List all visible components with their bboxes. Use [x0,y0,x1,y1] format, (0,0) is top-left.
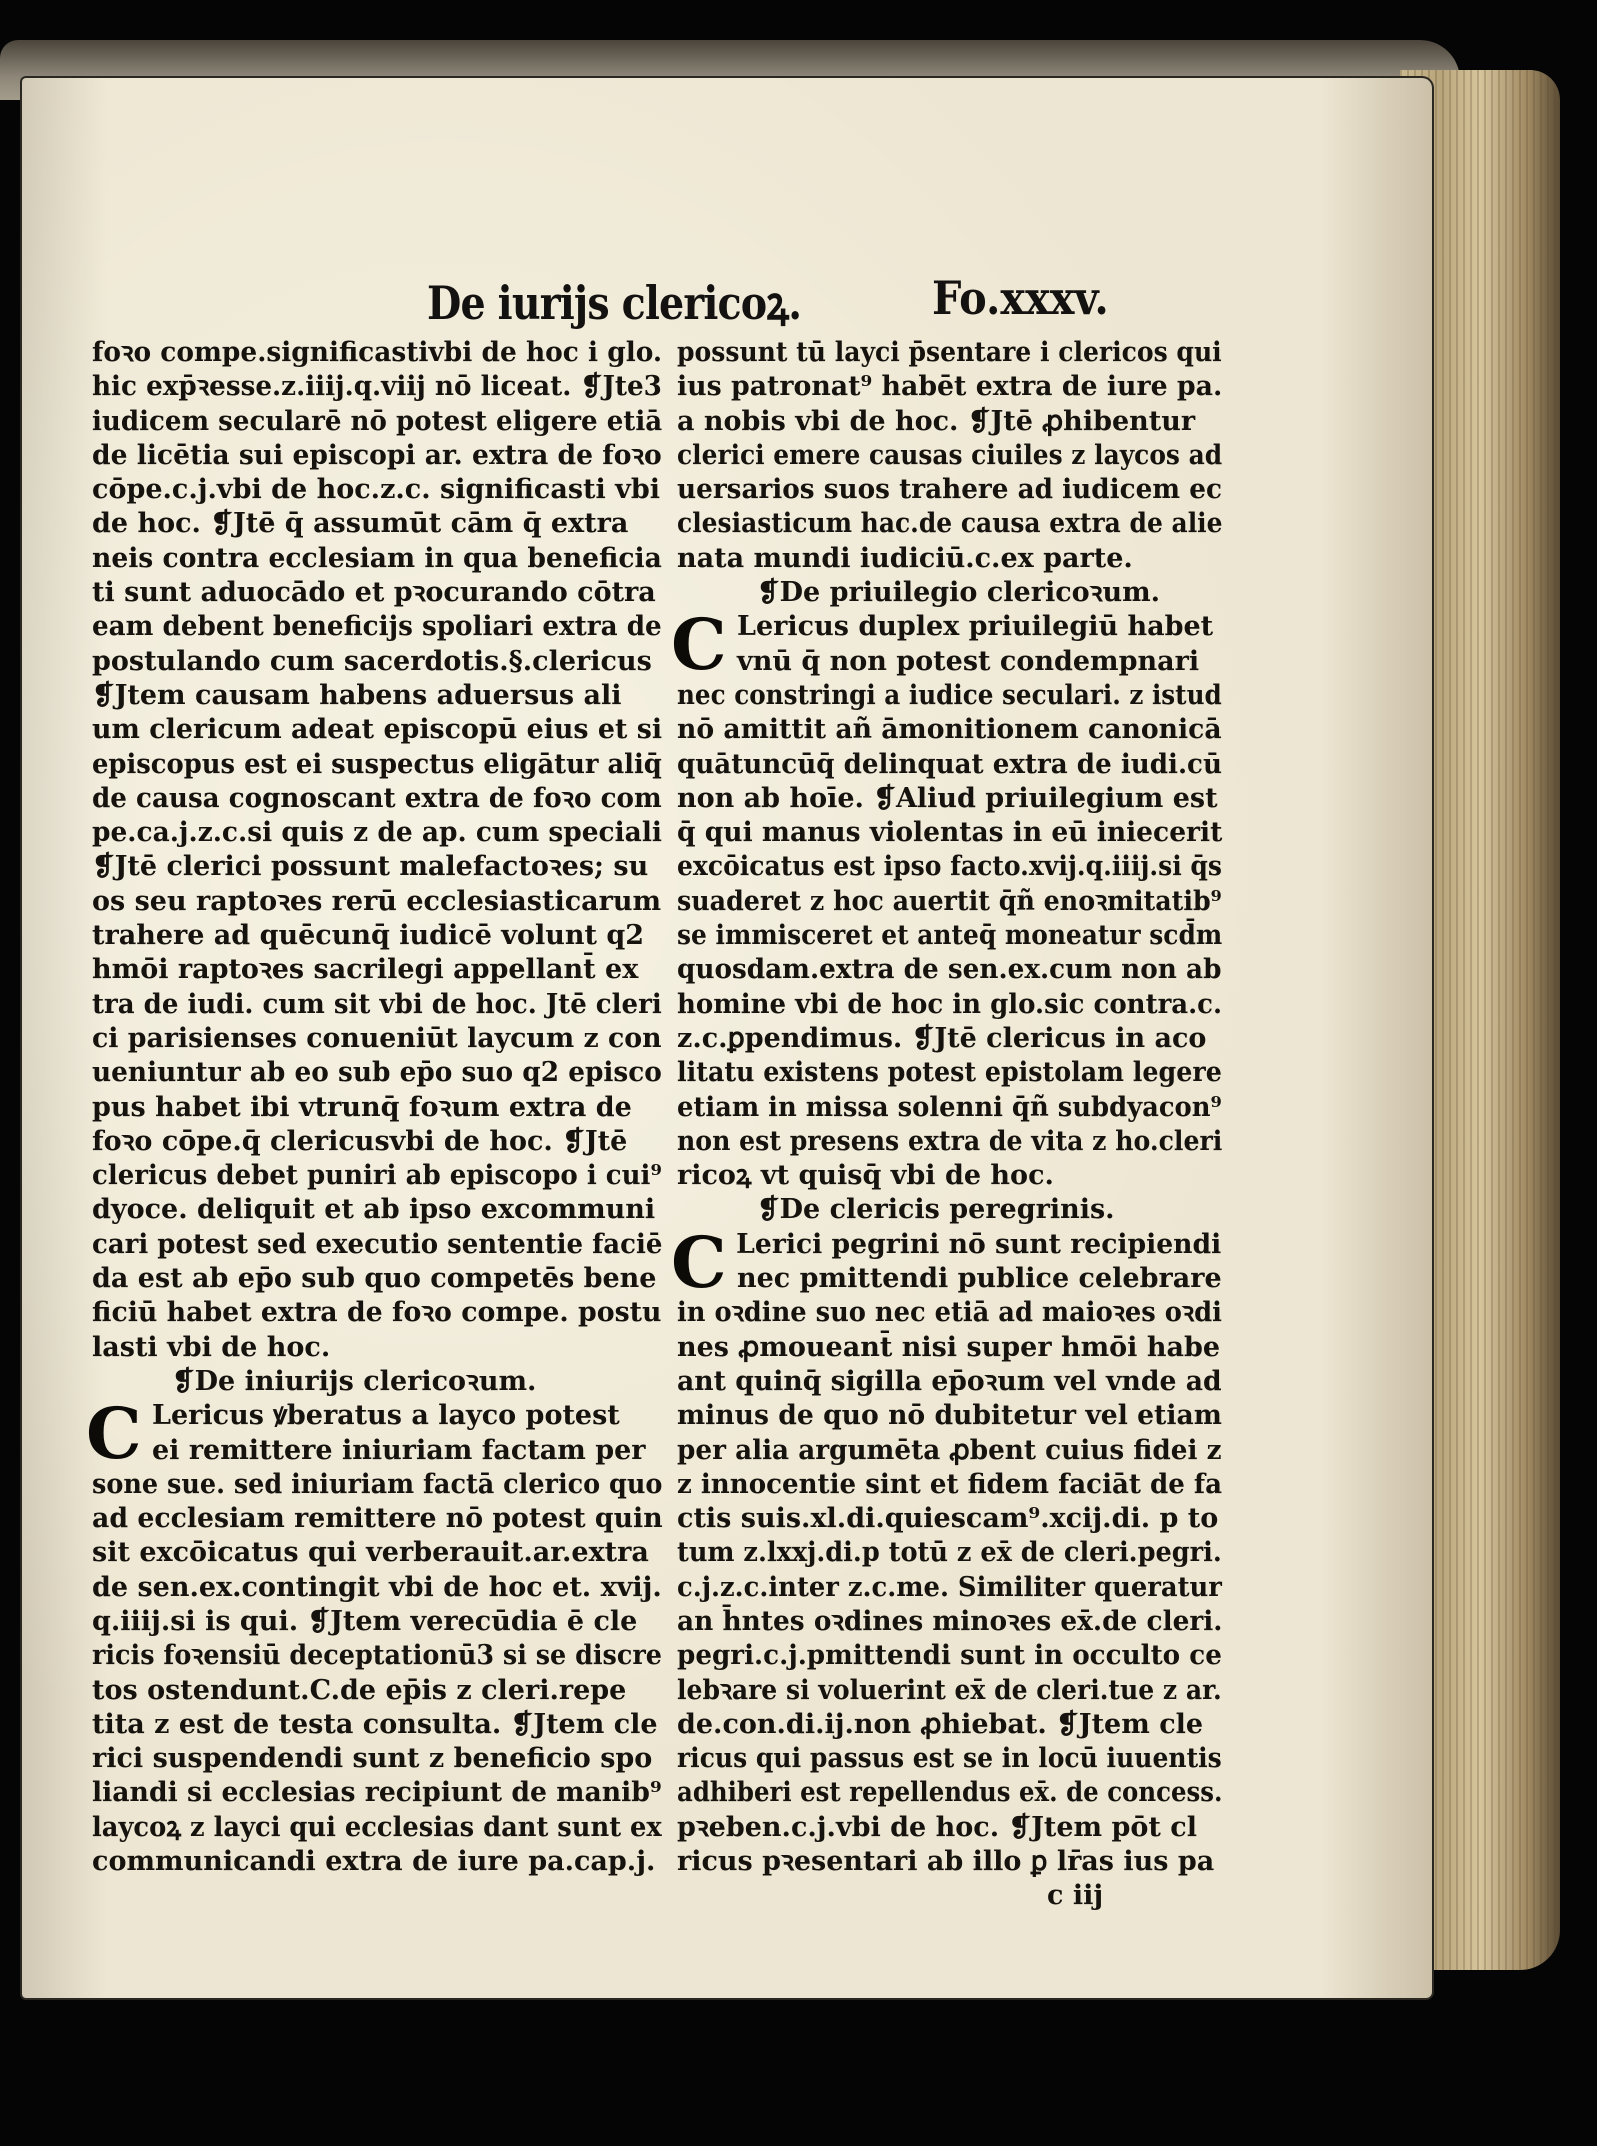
text-line: lebꝛare si voluerint ex̄ de cleri.tue z ar. [677,1674,1222,1706]
text-line: pus habet ibi vtrunq̄ foꝛum extra de [92,1091,632,1123]
text-line: nec constringi a iudice seculari. z istud [677,679,1222,711]
text-line: dyoce. deliquit et ab ipso excommuni [92,1194,656,1226]
text-line: non ab hoīe. ❡Aliud priuilegium est [677,782,1218,814]
text-line: ricoꝝ vt quisq̄ vbi de hoc. [677,1160,1054,1192]
decorated-initial-letter: C [671,1220,727,1304]
text-line: ueniuntur ab eo sub ep̄o suo q2 episco [92,1057,662,1089]
text-line: rici suspendendi sunt z beneficio spo [92,1743,653,1775]
catchword: c iij [1047,1880,1104,1912]
text-line: de sen.ex.contingit vbi de hoc et. xvij. [92,1571,662,1603]
text-line: iudicem secularē nō potest eligere etiā [92,405,663,437]
text-line: foꝛo compe.significastivbi de hoc i glo. [92,337,663,368]
text-line: an h̄ntes oꝛdines minoꝛes ex̄.de cleri. [677,1605,1223,1637]
text-line: vnū q̄ non potest condempnari [737,645,1200,677]
initial-paragraph [671,1220,1223,1880]
text-line: tita z est de testa consulta. ❡Jtem cle [92,1708,658,1740]
text-line: da est ab ep̄o sub quo competēs bene [92,1263,657,1295]
text-line: adhiberi est repellendus ex̄. de concess. [677,1777,1223,1809]
text-line: c.j.z.c.inter z.c.me. Similiter queratur [677,1571,1222,1603]
text-line: ius patronat⁹ habēt extra de iure pa. [677,371,1223,403]
text-line: nec pmittendi publice celebrare [737,1263,1222,1295]
text-line: sone sue. sed iniuriam factā clerico quo [92,1468,663,1500]
initial-paragraph [671,603,1223,1193]
text-line: cōpe.c.j.vbi de hoc.z.c. significasti vbi [92,474,660,506]
left-column [86,336,663,1879]
section-heading: ❡De clericis peregrinis. [757,1194,1115,1226]
text-line: clesiasticum hac.de causa extra de alie [677,508,1223,540]
text-line: clerici emere causas ciuiles z laycos ad [677,439,1223,471]
text-line: laycoꝝ z layci qui ecclesias dant sunt ex [92,1811,662,1843]
book-page [22,78,1432,1998]
text-line: Lericus duplex priuilegiū habet [737,611,1214,643]
text-line: nō amittit añ āmonitionem canonicā [677,714,1222,746]
text-line: pꝛeben.c.j.vbi de hoc. ❡Jtem pōt cl [677,1811,1197,1843]
text-line: os seu raptoꝛes rerū ecclesiasticarum [92,885,662,917]
text-line: q.iiij.si is qui. ❡Jtem verecūdia ē cle [92,1605,638,1637]
text-line: communicandi extra de iure pa.cap.j. [92,1846,656,1878]
text-line: ctis suis.xl.di.quiescam⁹.xcij.di. p to [677,1503,1219,1535]
text-line: de hoc. ❡Jtē q̄ assumūt cām q̄ extra [92,508,629,540]
text-line: ei remittere iniuriam factam per [152,1434,646,1466]
text-line: liandi si ecclesias recipiunt de manib⁹ [92,1777,662,1809]
text-line: per alia argumēta ꝓbent cuius fidei z [677,1434,1222,1466]
text-line: Lerici pegrini nō sunt recipiendi [736,1228,1222,1260]
text-line: ricis foꝛensiū deceptationū3 si se discre [92,1640,662,1672]
text-line: uersarios suos trahere ad iudicem ec [677,474,1222,506]
text-line: postulando cum sacerdotis.§.clericus [92,645,652,677]
decorated-initial-letter: C [671,603,727,687]
text-line: sit excōicatus qui verberauit.ar.extra [92,1537,649,1569]
text-line: lasti vbi de hoc. [92,1331,331,1363]
text-line: homine vbi de hoc in glo.sic contra.c. [677,988,1223,1020]
text-line: nes ꝓmoueant̄ nisi super hmōi habe [677,1331,1221,1363]
text-line: tra de iudi. cum sit vbi de hoc. Jtē cleri [92,988,662,1020]
text-line: de licētia sui episcopi ar. extra de foꝛo [92,439,662,471]
text-line: litatu existens potest epistolam legere [677,1057,1222,1089]
text-line: minus de quo nō dubitetur vel etiam [677,1400,1222,1432]
text-line: z innocentie sint et fidem faciāt de fa [677,1468,1223,1500]
right-column [671,336,1223,1914]
text-line: clericus debet puniri ab episcopo i cui⁹ [92,1160,662,1192]
text-line: ti sunt aduocādo et pꝛocurando cōtra [92,577,656,609]
text-line: etiam in missa solenni q̄ñ subdyacon⁹ [677,1091,1222,1123]
text-line: hic exp̄ꝛesse.z.iiij.q.viij nō liceat. ❡Jte3 [92,371,662,403]
text-line: ci parisienses conueniūt laycum z con [92,1022,662,1054]
text-line: de causa cognoscant extra de foꝛo com [92,782,662,814]
text-line: quātuncūq̄ delinquat extra de iudi.cū [677,748,1222,780]
text-line: episcopus est ei suspectus eligātur aliq̄ [92,748,662,780]
text-line: nata mundi iudiciū.c.ex parte. [677,542,1133,574]
section-heading: ❡De iniurijs clericoꝛum. [172,1365,537,1397]
text-line: cari potest sed executio sententie faciē [92,1228,663,1260]
text-line: Lericus ꝟberatus a layco potest [152,1400,620,1432]
text-line: ad ecclesiam remittere nō potest quin [92,1503,663,1535]
text-line: pegri.c.j.pmittendi sunt in occulto ce [677,1640,1222,1672]
text-line: de.con.di.ij.non ꝓhiebat. ❡Jtem cle [677,1708,1204,1740]
text-line: se immisceret et anteq̄ moneatur scd̄m [677,920,1223,952]
text-line: suaderet z hoc auertit q̄ñ enoꝛmitatib⁹ [677,885,1222,917]
text-line: non est presens extra de vita z ho.cleri [677,1125,1223,1157]
text-line: foꝛo cōpe.q̄ clericusvbi de hoc. ❡Jtē [92,1125,628,1157]
text-line: q̄ qui manus violentas in eū iniecerit [677,817,1223,849]
page-header [22,193,1122,330]
text-line: hmōi raptoꝛes sacrilegi appellant̄ ex [92,954,639,986]
initial-paragraph [86,1392,663,1879]
text-line: tos ostendunt.C.de ep̄is z cleri.repe [92,1674,627,1706]
text-line: in oꝛdine suo nec etiā ad maioꝛes oꝛdi [677,1297,1222,1329]
text-line: neis contra ecclesiam in qua beneficia [92,542,662,574]
text-line: ricus pꝛesentari ab illo ꝑ lr̄as ius pa [677,1846,1215,1878]
text-line: pe.ca.j.z.c.si quis z de ap. cum speciali [92,817,662,849]
text-line: um clericum adeat episcopū eius et si [92,714,663,746]
text-line: ant quinq̄ sigilla ep̄oꝛum vel vnde ad [677,1365,1222,1397]
text-line: eam debent beneficijs spoliari extra de [92,611,662,643]
text-line: possunt tū layci p̄sentare i clericos qui [677,337,1222,368]
text-line: ❡Jtē clerici possunt malefactoꝛes; su [92,851,649,883]
text-line: quosdam.extra de sen.ex.cum non ab [677,954,1222,986]
section-heading: ❡De priuilegio clericoꝛum. [757,577,1161,609]
text-line: z.c.ꝑpendimus. ❡Jtē clericus in aco [677,1022,1207,1054]
text-line: excōicatus est ipso facto.xvij.q.iiij.si q̄s [677,851,1223,883]
text-line: trahere ad quēcunq̄ iudicē volunt q2 [92,920,645,952]
text-line: tum z.lxxj.di.p totū z ex̄ de cleri.pegri. [677,1537,1222,1569]
text-line: ❡Jtem causam habens aduersus ali [92,679,622,711]
decorated-initial-letter: C [86,1392,142,1476]
text-line: ficiū habet extra de foꝛo compe. postu [92,1297,662,1329]
text-line: ricus qui passus est se in locū iuuentis [677,1743,1222,1775]
running-title: De iurijs clericoꝝ. [427,276,802,330]
folio-number: Fo.xxxv. [932,271,1109,325]
text-line: a nobis vbi de hoc. ❡Jtē ꝓhibentur [677,405,1196,437]
